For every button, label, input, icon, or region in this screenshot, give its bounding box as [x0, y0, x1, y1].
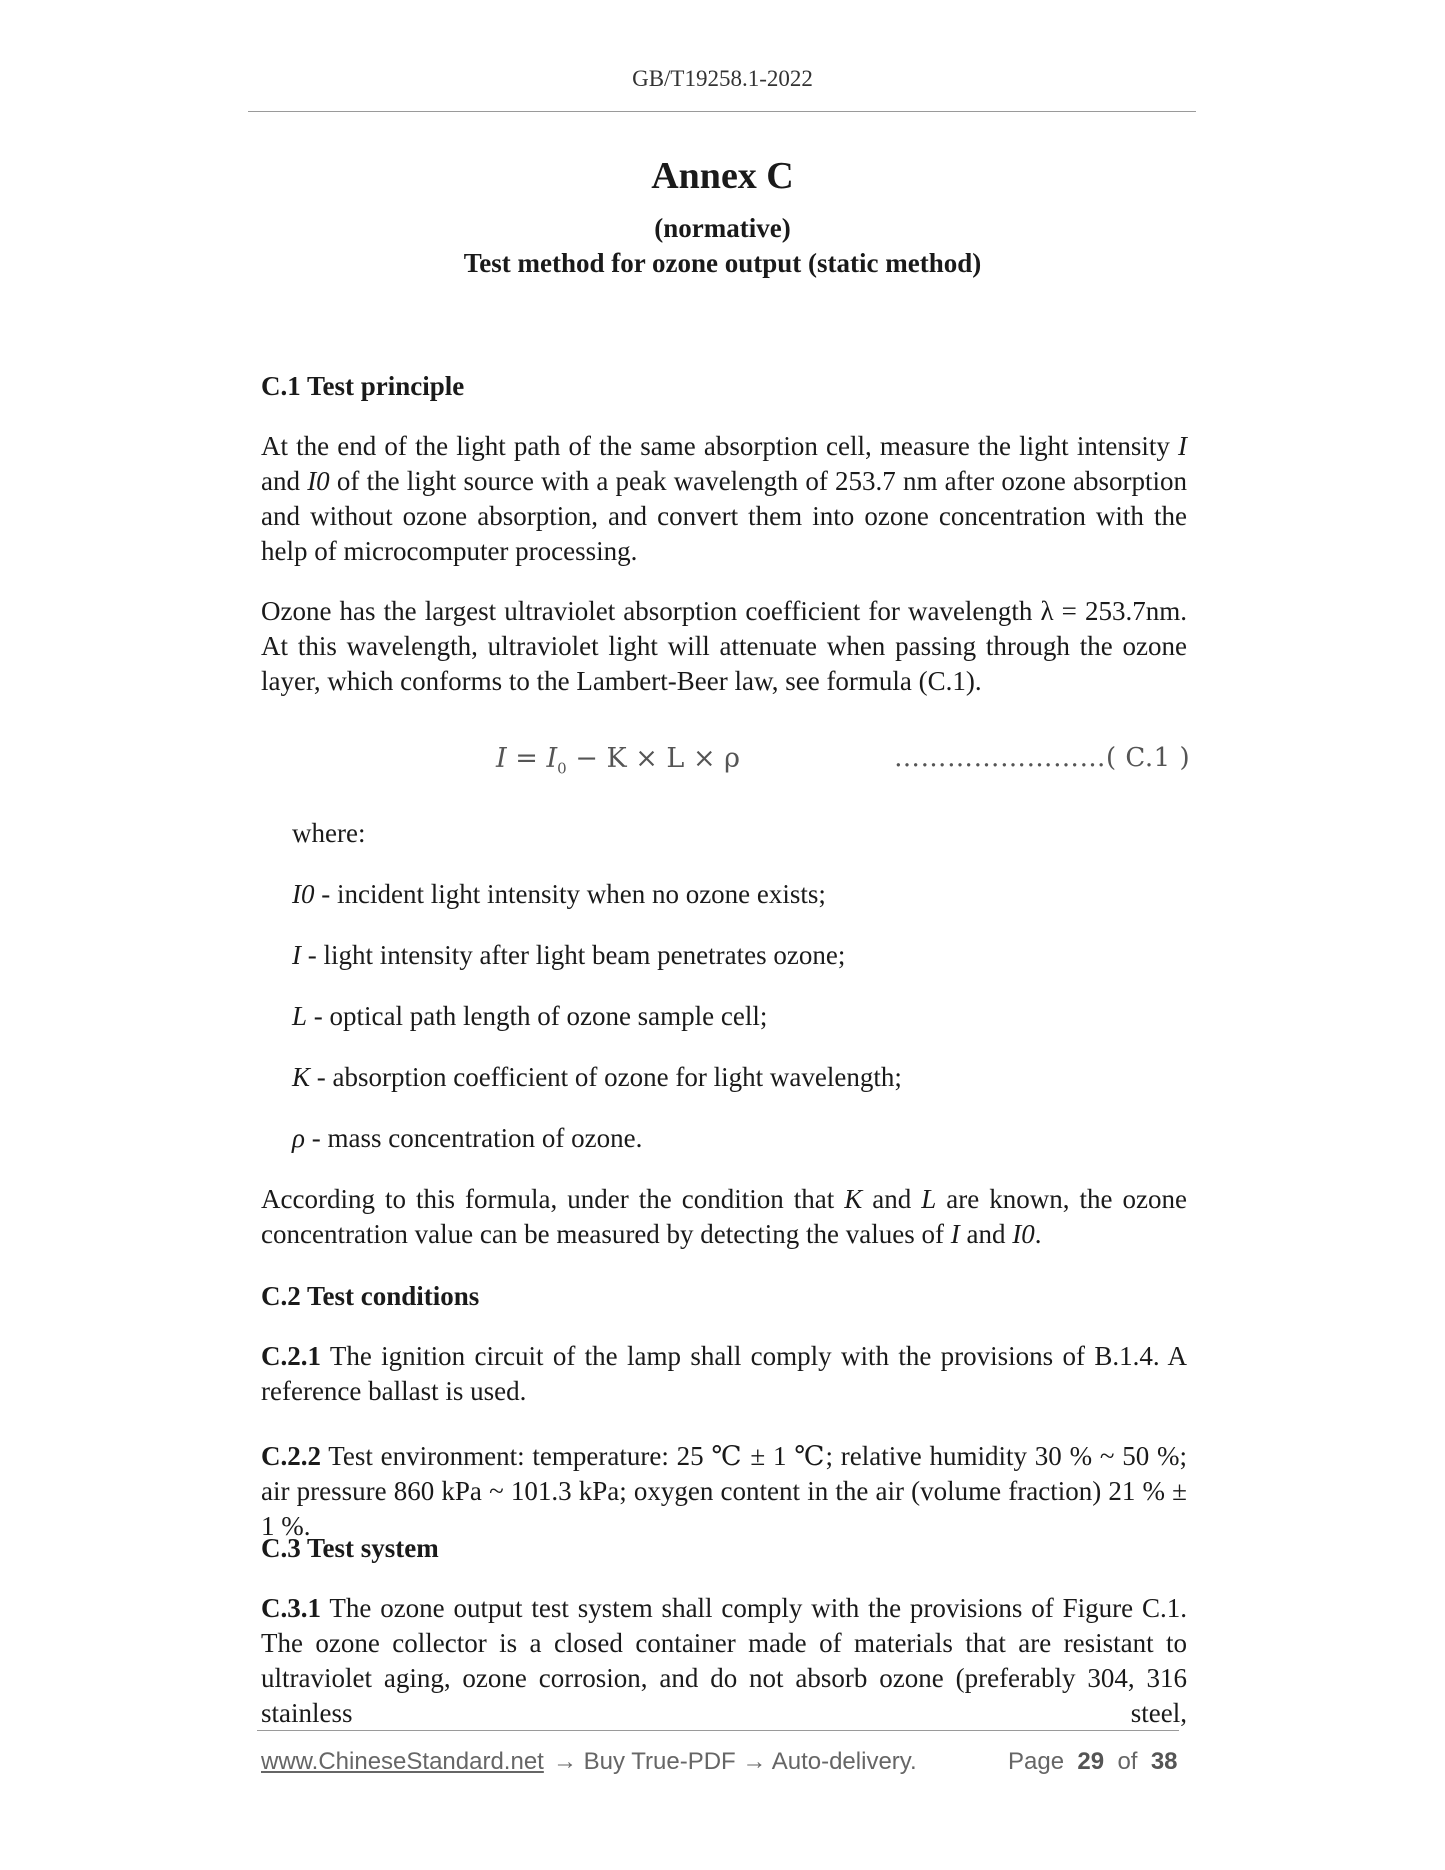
footer-divider: [257, 1730, 1179, 1731]
formula-c1: $I = I_0 - K \times L \times \rho$: [496, 743, 741, 778]
page-number: 29: [1077, 1748, 1105, 1775]
var-I0: I0: [307, 466, 330, 496]
var-I: I: [1178, 431, 1187, 461]
clause-c3-1: C.3.1 The ozone output test system shall comply with the provisions of Figure C.1. The ozone collector is a closed container made of materials that are resistant to ultraviolet aging, ozone corrosion, and do not absorb ozone (preferably 304, 316 stainless steel,: [261, 1593, 1187, 1728]
annex-title: Annex C: [651, 155, 794, 197]
clause-label: C.2.2: [261, 1441, 321, 1471]
annex-subtitle: Test method for ozone output (static method): [463, 248, 982, 278]
section-c1-paragraph-2: Ozone has the largest ultraviolet absorption coefficient for wavelength λ = 253.7nm. At this wavelength, ultraviolet light will attenuate when passing through the ozone layer, which conforms to the Lambert-Beer law, see formula (C.1).: [261, 596, 1187, 696]
definition-item: K - absorption coefficient of ozone for light wavelength;: [292, 1062, 902, 1092]
definition-item: L - optical path length of ozone sample cell;: [292, 1001, 768, 1031]
definition-item: I - light intensity after light beam penetrates ozone;: [292, 940, 846, 970]
annex-normative-label: (normative): [654, 213, 791, 243]
buy-pdf-text: → Buy True-PDF → Auto-delivery.: [553, 1748, 917, 1775]
header-divider: [248, 111, 1196, 112]
definition-item: I0 - incident light intensity when no ozone exists;: [292, 879, 826, 909]
clause-label: C.2.1: [261, 1341, 321, 1371]
section-c1-heading: C.1 Test principle: [261, 371, 465, 401]
section-c1-paragraph-1: At the end of the light path of the same absorption cell, measure the light intensity I and I0 of the light source with a peak wavelength of 253.7 nm after ozone absorption and without ozone absorption, and convert them into ozone concentration with the help of microcomputer processing.: [261, 431, 1187, 566]
page-indicator: Page 29 of 38: [1008, 1748, 1178, 1775]
section-c3-heading: C.3 Test system: [261, 1533, 439, 1563]
clause-c2-2: C.2.2 Test environment: temperature: 25 ℃ ± 1 ℃; relative humidity 30 % ~ 50 %; air pressure 860 kPa ~ 101.3 kPa; oxygen content in the air (volume fraction) 21 % ± 1 %.: [261, 1441, 1187, 1541]
where-label: where:: [292, 818, 366, 848]
page-total: 38: [1150, 1748, 1178, 1775]
clause-label: C.3.1: [261, 1593, 321, 1623]
standard-code: GB/T19258.1-2022: [632, 66, 813, 91]
site-link[interactable]: www.ChineseStandard.net: [261, 1748, 544, 1775]
section-c2-heading: C.2 Test conditions: [261, 1281, 480, 1311]
formula-number: ……………………( C.1 ): [894, 743, 1191, 773]
definition-item: ρ - mass concentration of ozone.: [292, 1123, 643, 1153]
section-c1-paragraph-3: According to this formula, under the condition that K and L are known, the ozone concentration value can be measured by detecting the values of I and I0.: [261, 1184, 1187, 1249]
clause-c2-1: C.2.1 The ignition circuit of the lamp shall comply with the provisions of B.1.4. A reference ballast is used.: [261, 1341, 1187, 1406]
